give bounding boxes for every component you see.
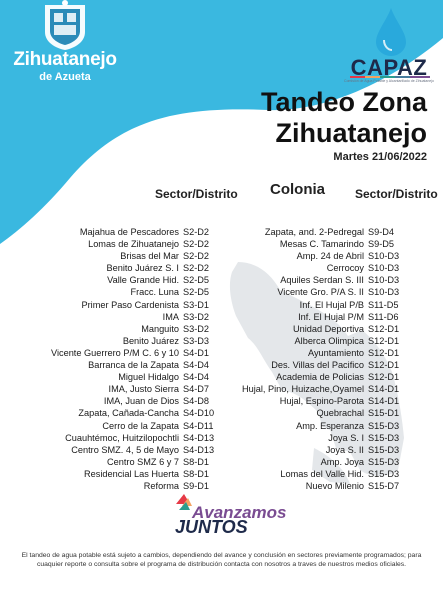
colonia-name: Benito Juárez S. I <box>106 263 179 274</box>
sector-code: S2-D2 <box>183 251 210 262</box>
colonia-name: Primer Paso Cardenista <box>81 299 179 310</box>
colonia-name: IMA <box>162 311 179 322</box>
colonia-name: Cuauhtémoc, Huitzilopochtli <box>65 432 179 443</box>
colonia-name: Barranca de la Zapata <box>88 360 179 371</box>
colonia-name: Zapata, and. 2-Pedregal <box>264 227 364 237</box>
sector-code: S10-D3 <box>368 287 400 298</box>
sector-code: S4-D13 <box>183 432 215 443</box>
left-sector-column <box>183 226 223 492</box>
column-header-colonia: Colonia <box>270 181 325 198</box>
right-sector-column <box>368 226 410 492</box>
left-colonia-column <box>0 226 179 492</box>
sector-code: S3-D2 <box>183 311 210 322</box>
agency-tagline: Comisión de Agua Potable y Alcantarillado de Zihuatanejo <box>344 79 434 83</box>
sector-code: S12-D1 <box>368 335 400 346</box>
colonia-name: Mesas C. Tamarindo <box>279 239 364 250</box>
colonia-name: Fracc. Luna <box>130 287 179 298</box>
brand-line1: Avanzamos <box>192 503 287 522</box>
colonia-name: Alberca Olimpica <box>294 335 364 346</box>
colonia-name: Nuevo Milenio <box>305 480 364 491</box>
sector-code: S4-D10 <box>183 408 215 419</box>
colonia-name: Joya S. II <box>325 444 364 455</box>
colonia-name: Inf. El Hujal P/M <box>298 311 364 322</box>
sector-code: S10-D3 <box>368 275 400 286</box>
sector-code: S15-D7 <box>368 480 400 491</box>
sector-code: S3-D1 <box>183 299 210 310</box>
sector-code: S2-D2 <box>183 263 210 274</box>
colonia-name: Hujal, Pino, Huizache,Oyamel <box>241 384 364 395</box>
sector-code: S9-D1 <box>183 480 210 491</box>
column-header-sector-right: Sector/Distrito <box>355 187 438 201</box>
sector-code: S4-D11 <box>183 420 214 431</box>
sector-code: S15-D3 <box>368 456 400 467</box>
schedule-date: Martes 21/06/2022 <box>333 151 427 163</box>
sector-code: S2-D2 <box>183 227 210 237</box>
sector-code: S15-D3 <box>368 468 400 479</box>
colonia-name: Centro SMZ 6 y 7 <box>107 456 179 467</box>
colonia-name: Des. Villas del Pacifico <box>271 360 364 371</box>
sector-code: S2-D5 <box>183 287 210 298</box>
colonia-name: IMA, Juan de Dios <box>103 396 179 407</box>
sector-code: S10-D3 <box>368 251 400 262</box>
colonia-name: Reforma <box>143 480 179 491</box>
sector-code: S9-D4 <box>368 227 395 237</box>
sector-code: S15-D3 <box>368 432 400 443</box>
colonia-name: Vicente Guerrero P/M C. 6 y 10 <box>50 347 179 358</box>
colonia-name: Residencial Las Huerta <box>84 468 179 479</box>
sector-code: S12-D1 <box>368 372 400 383</box>
colonia-name: Amp. Joya <box>320 456 364 467</box>
sector-code: S12-D1 <box>368 347 400 358</box>
disclaimer-text: El tandeo de agua potable está sujeto a cambios, dependiendo del avance y conclusión en sectores previamente programados; para cuaquier reporte o consulta sobre el programa de distribución contacta con nosotros a traves de nuestros medios oficiales. <box>21 552 422 568</box>
sector-code: S15-D1 <box>368 408 400 419</box>
colonia-name: Joya S. I <box>328 432 364 443</box>
colonia-name: Centro SMZ. 4, 5 de Mayo <box>71 444 179 455</box>
colonia-name: Lomas del Valle Hid. <box>280 468 364 479</box>
colonia-name: Benito Juárez <box>122 335 179 346</box>
colonia-name: Inf. El Hujal P/B <box>299 299 364 310</box>
sector-code: S2-D2 <box>183 239 210 250</box>
sector-code: S3-D3 <box>183 335 210 346</box>
colonia-name: Ayuntamiento <box>307 347 364 358</box>
colonia-name: Amp. 24 de Abril <box>296 251 364 262</box>
colonia-name: Brisas del Mar <box>120 251 179 262</box>
municipality-name: Zihuatanejo <box>13 49 117 70</box>
sector-code: S12-D1 <box>368 360 400 371</box>
sector-code: S4-D8 <box>183 396 210 407</box>
avanzamos-logo-icon <box>176 494 192 510</box>
sector-code: S10-D3 <box>368 263 400 274</box>
municipality-subtitle: de Azueta <box>39 71 91 83</box>
sector-code: S3-D2 <box>183 323 210 334</box>
right-colonia-column <box>230 226 364 492</box>
colonia-name: Majahua de Pescadores <box>79 227 179 237</box>
sector-code: S11-D6 <box>368 311 399 322</box>
brand-line2: JUNTOS <box>175 517 248 537</box>
colonia-name: Quebrachal <box>316 408 364 419</box>
colonia-name: Vicente Gro. P/A S. II <box>277 287 364 298</box>
sector-code: S8-D1 <box>183 456 210 467</box>
colonia-name: Valle Grande Hid. <box>107 275 179 286</box>
sector-code: S4-D7 <box>183 384 210 395</box>
sector-code: S4-D4 <box>183 372 210 383</box>
colonia-name: Manguito <box>141 323 179 334</box>
colonia-name: Miguel Hidalgo <box>118 372 179 383</box>
sector-code: S15-D3 <box>368 444 400 455</box>
page-title-line1: Tandeo Zona <box>261 87 427 117</box>
sector-code: S2-D5 <box>183 275 210 286</box>
sector-code: S4-D13 <box>183 444 215 455</box>
colonia-name: Aquiles Serdan S. III <box>280 275 364 286</box>
sector-code: S15-D3 <box>368 420 400 431</box>
sector-code: S4-D1 <box>183 347 210 358</box>
agency-name: CAPAZ <box>350 55 428 80</box>
municipal-crest-icon <box>45 0 85 50</box>
sector-code: S11-D5 <box>368 299 399 310</box>
sector-code: S14-D1 <box>368 384 400 395</box>
colonia-name: Cerrocoy <box>326 263 364 274</box>
sector-code: S14-D1 <box>368 396 400 407</box>
sector-code: S9-D5 <box>368 239 395 250</box>
sector-code: S12-D1 <box>368 323 400 334</box>
colonia-name: Lomas de Zihuatanejo <box>88 239 179 250</box>
column-header-sector-left: Sector/Distrito <box>155 187 238 201</box>
page-title-line2: Zihuatanejo <box>275 118 427 148</box>
colonia-name: Amp. Esperanza <box>296 420 364 431</box>
sector-code: S4-D4 <box>183 360 210 371</box>
sector-code: S8-D1 <box>183 468 210 479</box>
colonia-name: Unidad Deportiva <box>293 323 364 334</box>
colonia-name: Academia de Policias <box>276 372 364 383</box>
colonia-name: Hujal, Espino-Parota <box>279 396 364 407</box>
colonia-name: Cerro de la Zapata <box>102 420 179 431</box>
colonia-name: Zapata, Cañada-Cancha <box>78 408 179 419</box>
colonia-name: IMA, Justo Sierra <box>108 384 179 395</box>
